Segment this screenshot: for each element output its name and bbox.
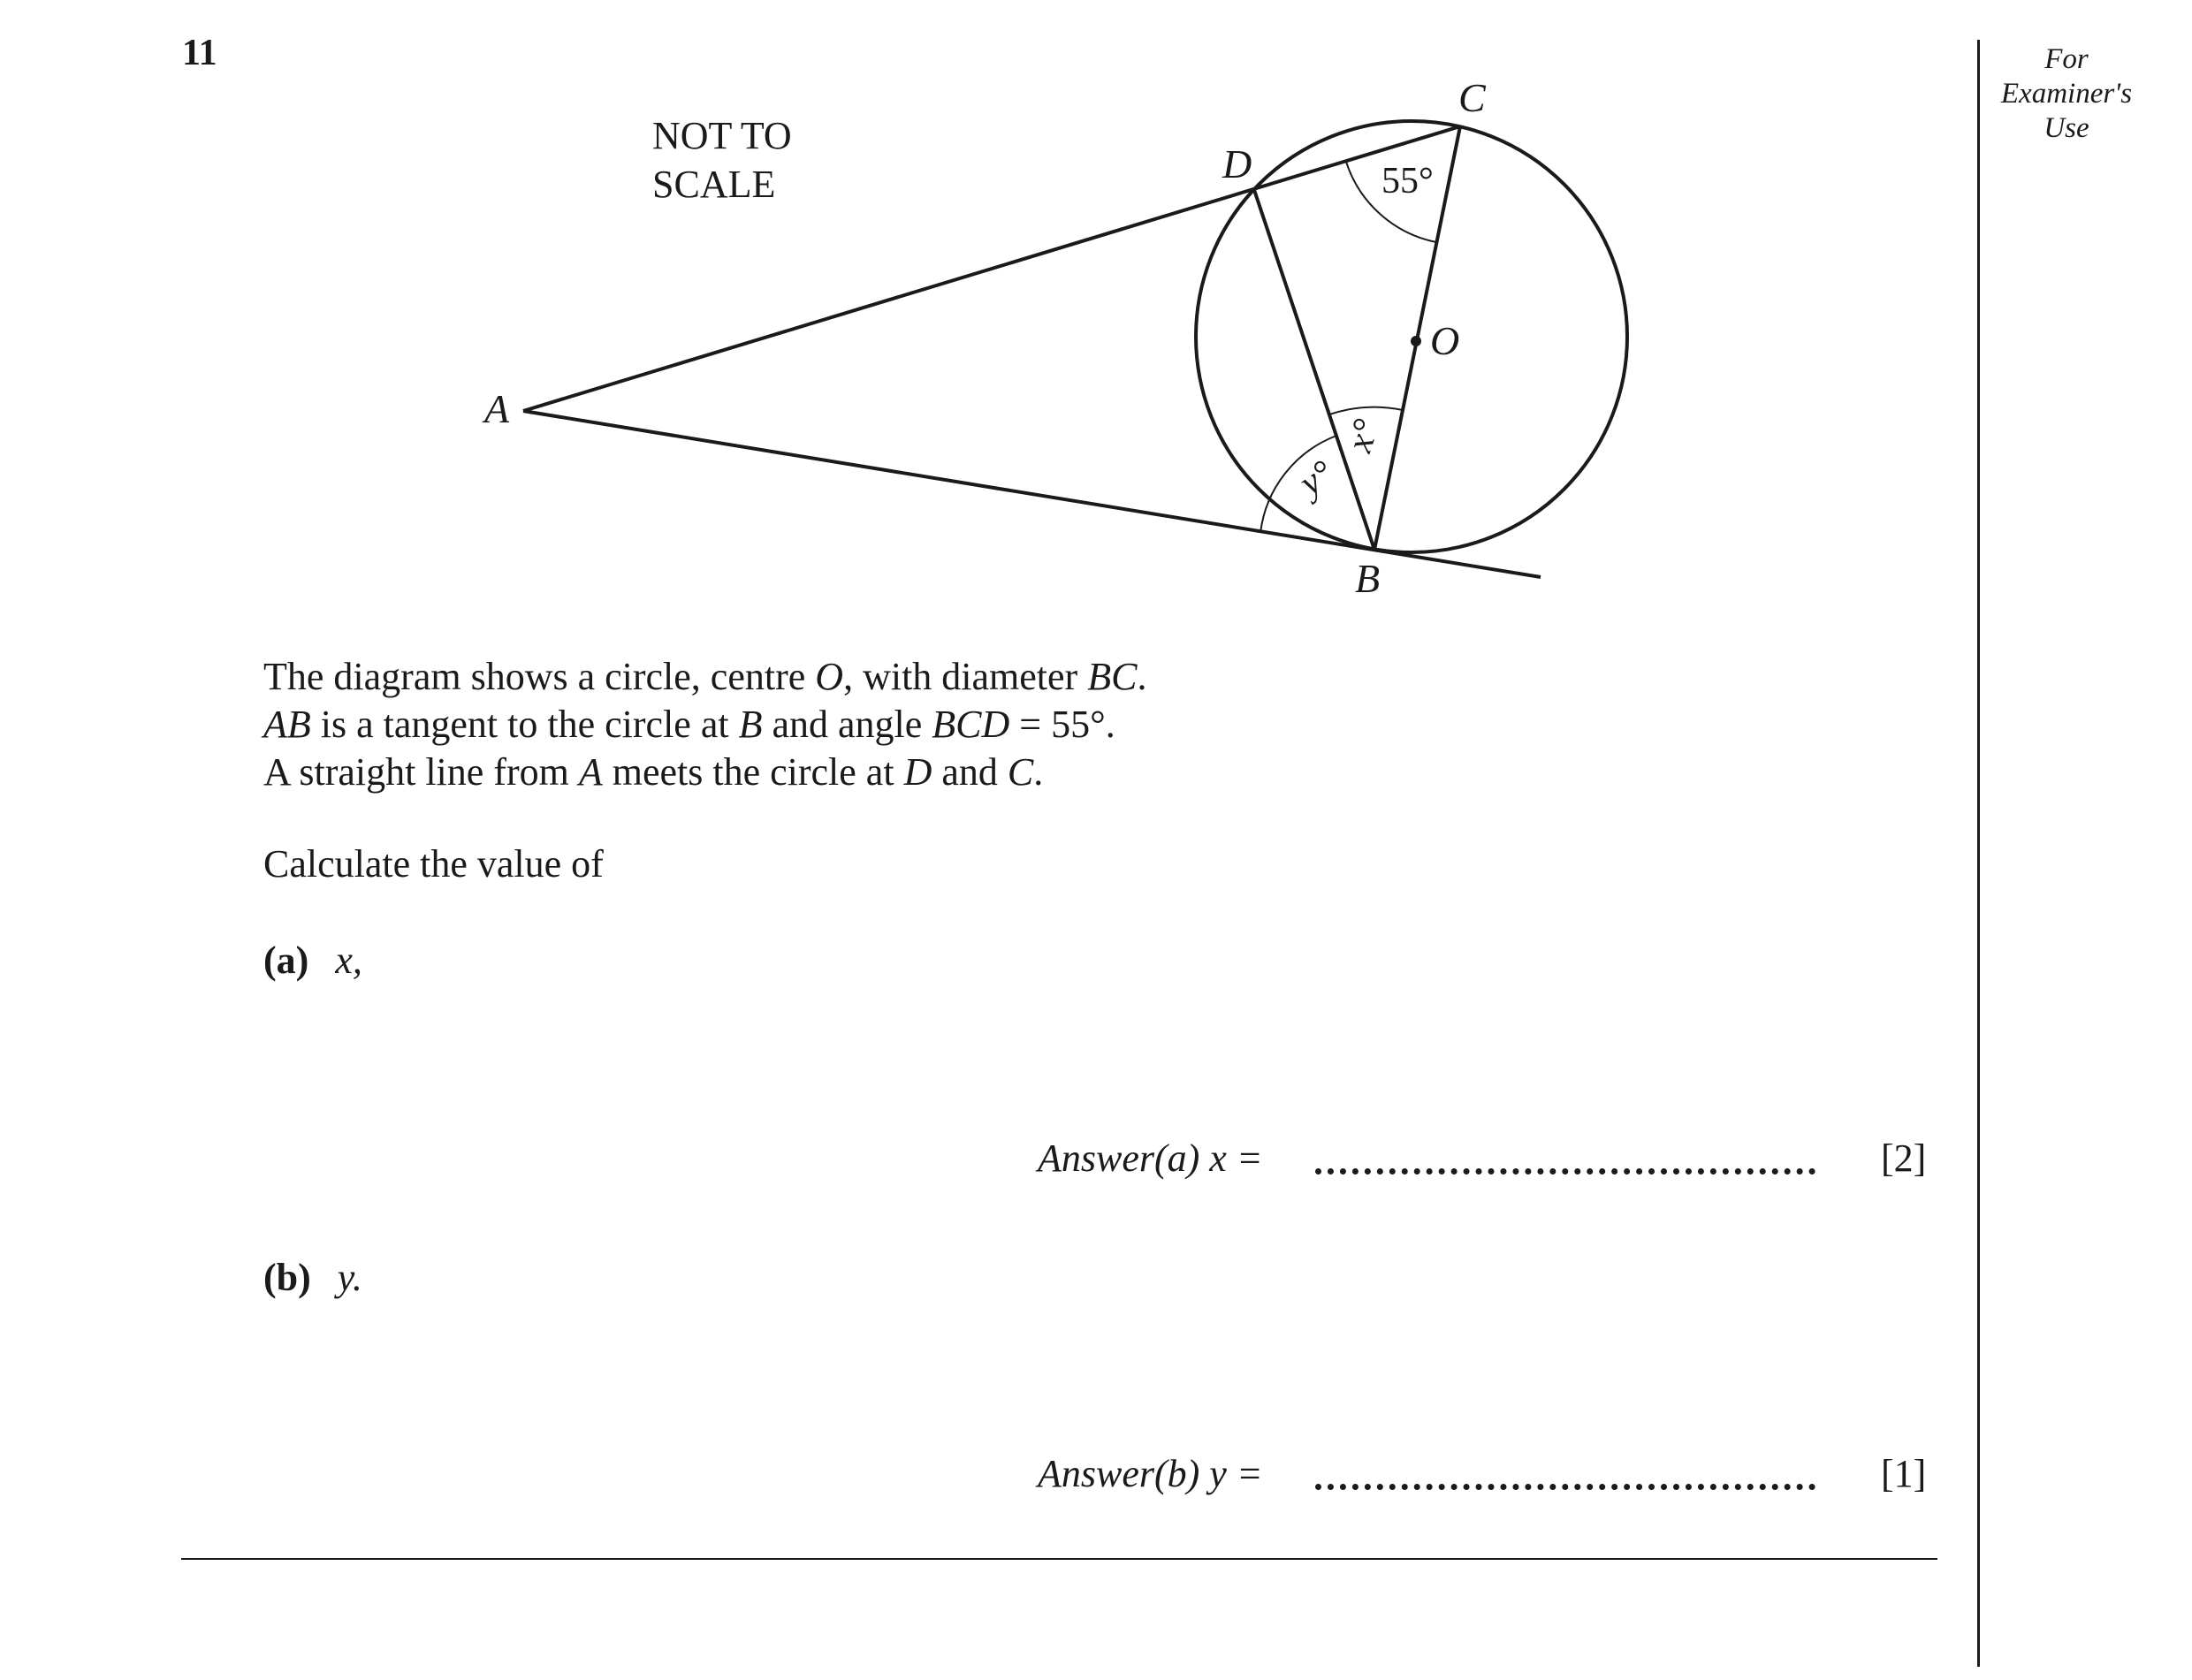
angle-label-55: 55° [1381, 161, 1434, 201]
stem-line-3: A straight line from A meets the circle at D and C. [263, 750, 1044, 794]
not-to-scale-label: NOT TO [652, 114, 792, 157]
not-to-scale-label: SCALE [652, 163, 776, 206]
examiner-line: For [2044, 43, 2089, 75]
examiner-use-box [1978, 42, 2155, 146]
label-a: A [484, 386, 510, 431]
part-b: (b) y. [263, 1256, 362, 1299]
label-b: B [1355, 556, 1381, 601]
answer-b-label: Answer(b) y = [1038, 1452, 1263, 1495]
stem-line-2: AB is a tangent to the circle at B and angle BCD = 55°. [263, 703, 1115, 746]
geometry-diagram [0, 0, 1973, 636]
angle-arc-x [1329, 407, 1403, 414]
answer-b-line[interactable] [1315, 1484, 1815, 1490]
part-a: (a) x, [263, 939, 362, 982]
answer-a-label: Answer(a) x = [1038, 1136, 1263, 1180]
bottom-rule [181, 1558, 1937, 1560]
centre-point-o [1411, 336, 1421, 346]
answer-a-line[interactable] [1315, 1168, 1815, 1174]
instruction-text: Calculate the value of [263, 842, 604, 886]
stem-line-1: The diagram shows a circle, centre O, with diameter BC. [263, 655, 1147, 698]
marks-b: [1] [1881, 1452, 1927, 1495]
label-c: C [1458, 75, 1486, 120]
marks-a: [2] [1881, 1136, 1927, 1180]
margin-rule [1977, 40, 1980, 1667]
question-number: 11 [182, 33, 217, 73]
tangent-a-b [523, 411, 1541, 577]
label-o: O [1430, 318, 1460, 363]
angle-label-x: x° [1339, 414, 1388, 457]
label-d: D [1222, 141, 1252, 186]
examiner-line: Examiner's [2000, 78, 2133, 110]
angle-label-y: y° [1291, 452, 1342, 505]
examiner-line: Use [2044, 112, 2089, 144]
